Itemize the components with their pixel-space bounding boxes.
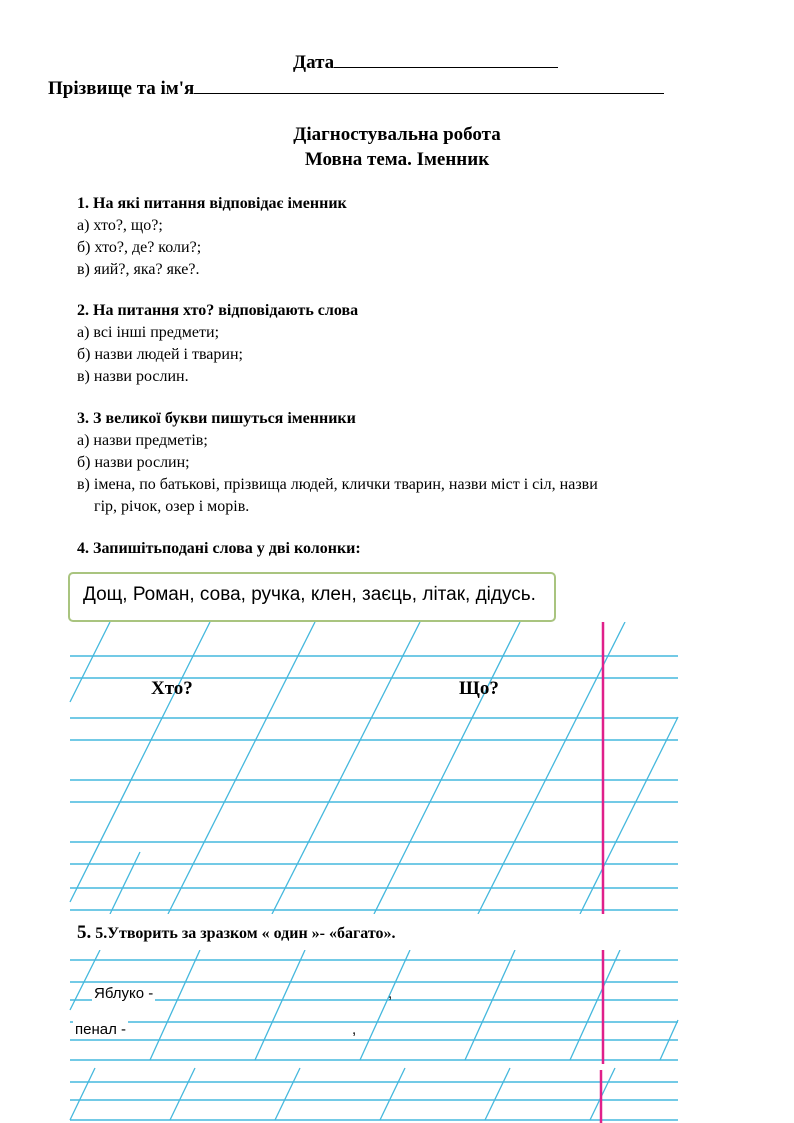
name-label: Прізвище та ім'я	[48, 78, 195, 99]
answer-option[interactable]: а) назви предметів;	[77, 432, 208, 449]
task-5-heading	[77, 922, 396, 944]
column-header-who: Хто?	[151, 678, 193, 699]
column-header-what: Що?	[459, 678, 499, 699]
question-heading: 3. З великої букви пишуться іменники	[77, 410, 356, 427]
example-comma: ,	[352, 1021, 357, 1038]
question-heading: 1. На які питання відповідає іменник	[77, 195, 347, 212]
answer-option[interactable]: а) всі інші предмети;	[77, 324, 220, 341]
date-field	[293, 51, 558, 74]
date-blank[interactable]	[334, 51, 558, 68]
question-heading: 2. На питання хто? відповідають слова	[77, 302, 359, 319]
question-1	[77, 193, 347, 281]
answer-option[interactable]: в) імена, по батькові, прізвища людей, клички тварин, назви міст і сіл, назви	[77, 476, 598, 493]
page-title: Діагностувальна робота	[293, 124, 501, 145]
question-4-heading: 4. Запишітьподані слова у дві колонки:	[77, 540, 361, 557]
answer-option-continuation: гір, річок, озер і морів.	[94, 498, 250, 515]
question-3	[77, 408, 717, 518]
task-5-text: 5.Утворить за зразком « один »- «багато».	[91, 925, 396, 942]
answer-option[interactable]: б) назви людей і тварин;	[77, 346, 243, 363]
name-field	[48, 77, 664, 100]
ruled-writing-area[interactable]	[0, 622, 794, 914]
example-comma: ,	[388, 985, 393, 1002]
date-label: Дата	[293, 52, 335, 73]
example-word-apple: Яблуко -	[94, 985, 154, 1002]
example-word-pencil-case: пенал -	[75, 1021, 127, 1038]
name-blank[interactable]	[194, 77, 664, 94]
answer-option[interactable]: в) назви рослин.	[77, 368, 189, 385]
answer-option[interactable]: б) хто?, де? коли?;	[77, 239, 202, 256]
word-box: Дощ, Роман, сова, ручка, клен, заєць, літак, дідусь.	[68, 572, 556, 622]
answer-option[interactable]: а) хто?, що?;	[77, 217, 163, 234]
answer-option[interactable]: в) яий?, яка? яке?.	[77, 261, 200, 278]
question-2	[77, 300, 358, 388]
answer-option[interactable]: б) назви рослин;	[77, 454, 190, 471]
task-5-number: 5.	[77, 922, 92, 943]
page-subtitle: Мовна тема. Іменник	[304, 149, 490, 170]
